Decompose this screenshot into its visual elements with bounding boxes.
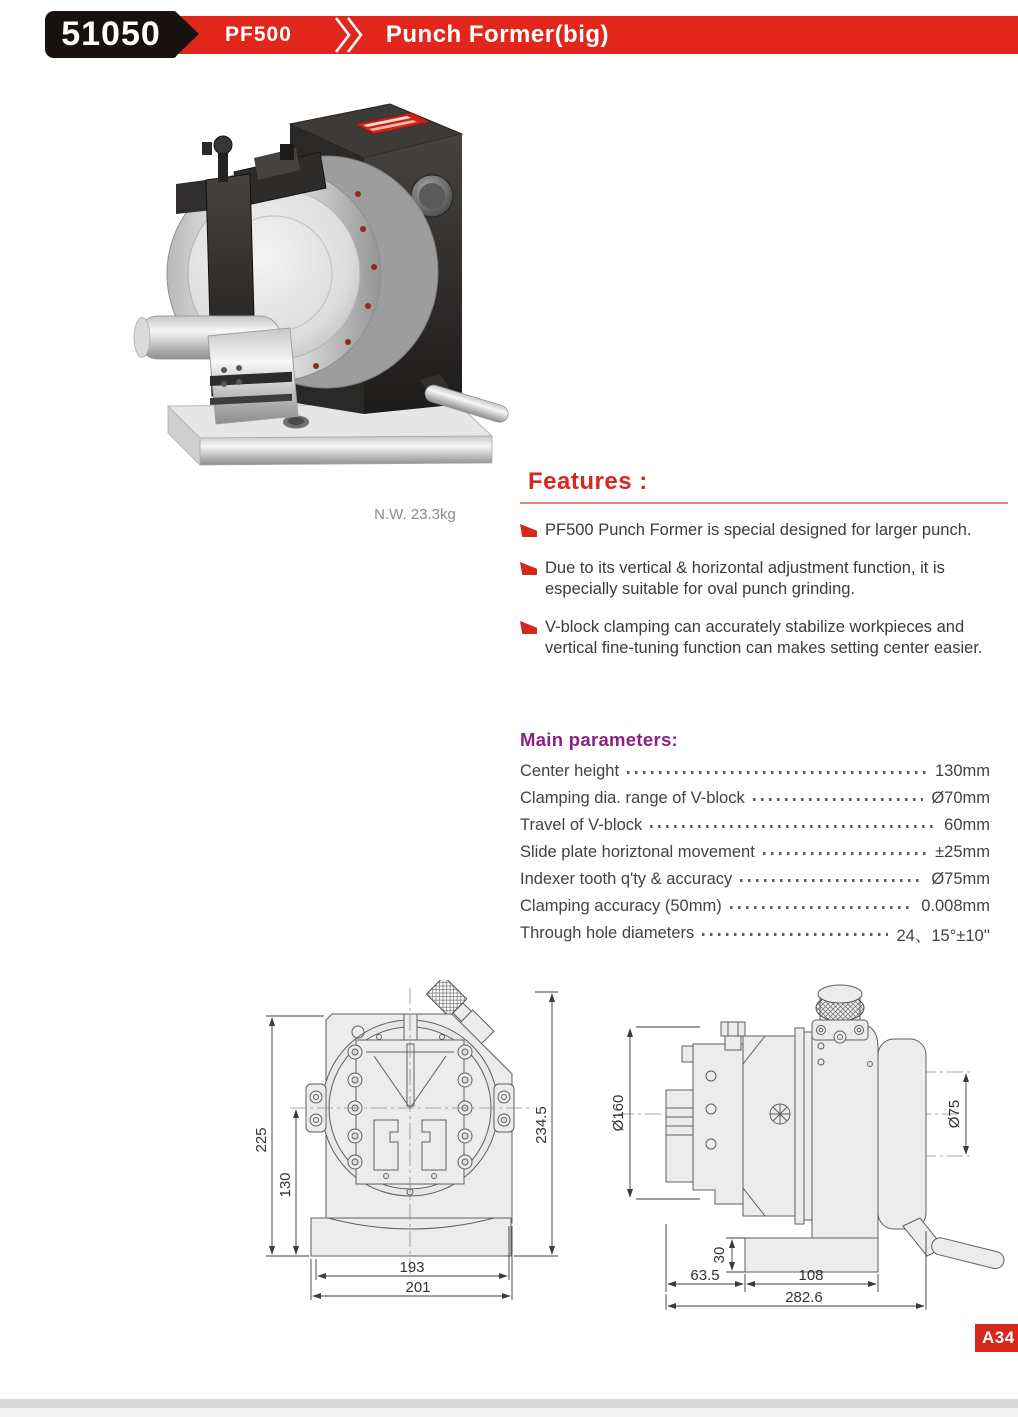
parameter-label: Slide plate horiztonal movement [520, 843, 755, 861]
product-code-badge [45, 11, 177, 58]
parameter-value: 0.008mm [921, 897, 990, 915]
dotted-leader [650, 825, 936, 828]
parameter-label: Indexer tooth q'ty & accuracy [520, 870, 733, 888]
side-dim-75: Ø75 [946, 1099, 963, 1129]
page-bottom-bar-light [0, 1408, 1018, 1417]
parameter-row [520, 839, 990, 866]
triangle-bullet-icon [520, 524, 537, 537]
parameter-value: 24、15°±10'' [896, 926, 990, 945]
dotted-leader [753, 798, 924, 801]
product-code: 51050 [61, 15, 161, 53]
front-dim-130: 130 [277, 1172, 294, 1198]
parameter-row [520, 893, 990, 920]
net-weight-caption: N.W. 23.3kg [374, 506, 456, 523]
dotted-leader [627, 771, 927, 774]
parameter-row [520, 758, 990, 785]
parameter-row [520, 785, 990, 812]
front-dim-234-5: 234.5 [533, 1106, 550, 1144]
parameter-row [520, 920, 990, 947]
parameter-value: 130mm [934, 762, 990, 780]
page-number-badge: A34 [975, 1324, 1018, 1352]
parameter-row [520, 866, 990, 893]
features-heading: Features : [528, 468, 648, 495]
page-title: Punch Former(big) [385, 21, 610, 48]
dotted-leader [730, 906, 913, 909]
parameters-heading: Main parameters: [520, 729, 678, 750]
dotted-leader [702, 933, 888, 936]
parameter-label: Clamping dia. range of V-block [520, 789, 745, 807]
parameter-value: ±25mm [935, 843, 990, 861]
front-dim-201: 201 [405, 1279, 431, 1296]
side-dim-160: Ø160 [610, 1094, 627, 1132]
feature-item [520, 558, 1008, 600]
parameter-label: Through hole diameters [520, 924, 695, 942]
front-dim-193: 193 [399, 1259, 425, 1276]
parameter-value: Ø75mm [931, 870, 990, 888]
side-dim-63-5: 63.5 [690, 1267, 720, 1284]
page-bottom-bar [0, 1399, 1018, 1408]
parameters-section [520, 729, 990, 947]
header-banner [160, 16, 1018, 54]
parameter-value: 60mm [944, 816, 990, 834]
dotted-leader [740, 879, 923, 882]
parameter-label: Travel of V-block [520, 816, 643, 834]
parameter-label: Clamping accuracy (50mm) [520, 897, 722, 915]
side-dim-108: 108 [798, 1267, 824, 1284]
feature-item [520, 520, 1008, 541]
feature-text: PF500 Punch Former is special designed for larger punch. [545, 521, 972, 539]
features-section [520, 468, 1008, 676]
feature-text: Due to its vertical & horizontal adjustment function, it is especially suitable for oval punch grinding. [545, 559, 945, 598]
parameter-value: Ø70mm [931, 789, 990, 807]
triangle-bullet-icon [520, 621, 537, 634]
side-dim-282-6: 282.6 [785, 1289, 823, 1306]
model-label: PF500 [225, 23, 292, 46]
triangle-bullet-icon [520, 562, 537, 575]
side-dim-30: 30 [711, 1246, 728, 1264]
product-photo [58, 84, 510, 490]
chevron-separator-icon [334, 17, 364, 53]
side-view-drawing [608, 984, 1018, 1316]
feature-item [520, 617, 1008, 659]
dotted-leader [763, 852, 927, 855]
front-dim-225: 225 [253, 1127, 270, 1153]
parameter-row [520, 812, 990, 839]
feature-text: V-block clamping can accurately stabilize workpieces and vertical fine-tuning function can makes setting center easier. [545, 618, 983, 657]
front-view-drawing [238, 980, 570, 1316]
features-underline [520, 502, 1008, 504]
parameter-label: Center height [520, 762, 620, 780]
